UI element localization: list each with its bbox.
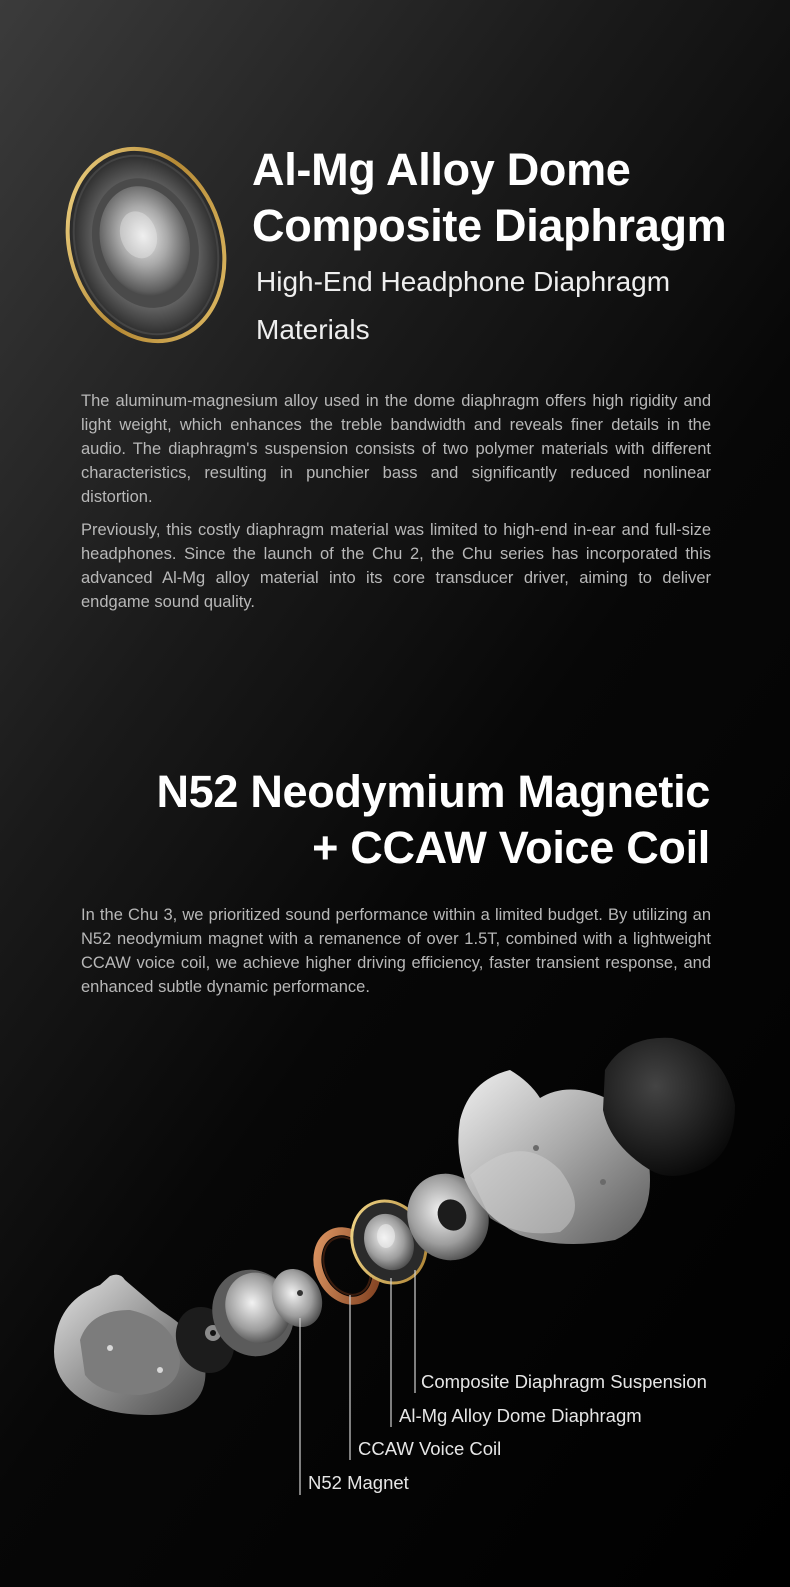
section1-subtitle [256,258,736,354]
section1-title-line1: Al-Mg Alloy Dome [252,144,631,195]
section2-paragraph: In the Chu 3, we prioritized sound performance within a limited budget. By utilizing an N52 neodymium magnet with a remanence of over 1.5T, combined with a lightweight CCAW voice coil, we achieve higher driving efficiency, faster transient response, and enhanced subtle dynamic performance. [81,906,711,996]
section1-title [252,142,726,254]
section1-title-line2: Composite Diaphragm [252,200,727,251]
section1-paragraph1: The aluminum-magnesium alloy used in the dome diaphragm offers high rigidity and light weight, which enhances the treble bandwidth and reveals finer details in the audio. The diaphragm's suspension consists of two polymer materials with different characteristics, resulting in punchier bass and significantly reduced nonlinear distortion. [81,392,711,506]
section1-subtitle-line2: Materials [256,314,370,345]
callout-dome-label: Al-Mg Alloy Dome Diaphragm [399,1405,642,1426]
exploded-earphone-illustration [0,1010,790,1570]
section1-subtitle-line1: High-End Headphone Diaphragm [256,266,671,297]
callout-suspension-label: Composite Diaphragm Suspension [421,1371,707,1392]
diaphragm-illustration [62,145,230,345]
callout-magnet-label: N52 Magnet [308,1472,409,1493]
section1-paragraph2: Previously, this costly diaphragm material was limited to high-end in-ear and full-size headphones. Since the launch of the Chu 2, the Chu series has incorporated this advanced Al-Mg alloy material into its core transducer driver, aiming to deliver endgame sound quality. [81,521,711,611]
section2-title-line2: + CCAW Voice Coil [312,822,710,873]
section2-title [156,764,710,876]
section2-title-line1: N52 Neodymium Magnetic [156,766,710,817]
callout-coil-label: CCAW Voice Coil [358,1438,502,1459]
